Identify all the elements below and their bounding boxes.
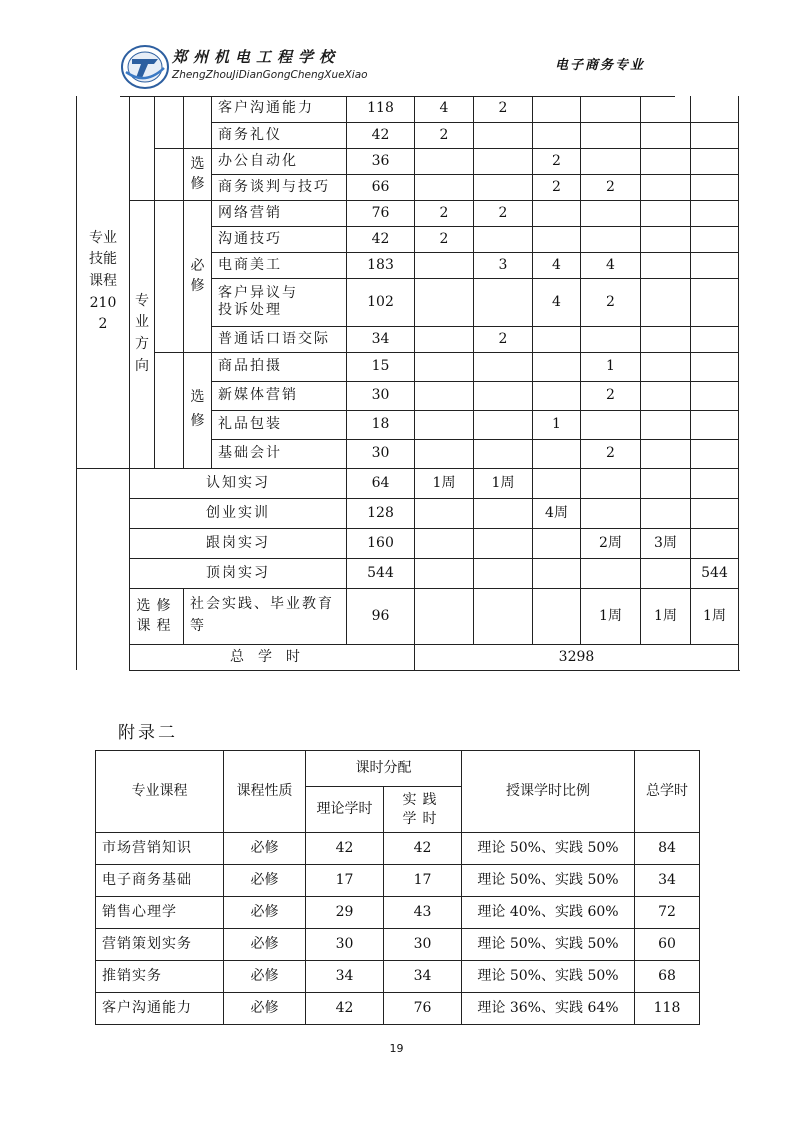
curriculum-table	[76, 96, 739, 671]
course-name: 认知实习	[130, 468, 347, 498]
table-row: 创业实训 128 4周	[77, 498, 739, 528]
header-allocation: 课时分配	[306, 751, 462, 787]
appendix-title: 附录二	[118, 723, 178, 743]
elective-label: 选修	[184, 352, 212, 468]
school-logo-icon	[120, 42, 170, 92]
elective-label: 选修	[184, 148, 212, 200]
course-name: 顶岗实习	[130, 558, 347, 588]
course-name: 创业实训	[130, 498, 347, 528]
course-name: 新媒体营销	[212, 381, 347, 410]
table-row: 普通话口语交际 34 2	[77, 326, 739, 352]
course-name: 电商美工	[212, 252, 347, 278]
table-row: 营销策划实务 必修 30 30 理论 50%、实践 50% 60	[96, 929, 700, 961]
elective-courses-label: 选修课程	[130, 588, 184, 644]
table-row: 市场营销知识 必修 42 42 理论 50%、实践 50% 84	[96, 833, 700, 865]
table-row: 专业方向 必修 网络营销 76 2 2	[77, 200, 739, 226]
table-row: 基础会计 30 2	[77, 439, 739, 468]
table-row: 跟岗实习 160 2周 3周	[77, 528, 739, 558]
header-nature: 课程性质	[224, 751, 306, 833]
page-number: 19	[389, 1042, 404, 1055]
course-name: 商品拍摄	[212, 352, 347, 381]
table-row: 客户沟通能力 必修 42 76 理论 36%、实践 64% 118	[96, 993, 700, 1025]
table-row: 客户异议与 投诉处理 102 4 2	[77, 278, 739, 326]
table-header-row	[96, 751, 700, 787]
page-header	[120, 42, 675, 98]
course-name: 沟通技巧	[212, 226, 347, 252]
table-row: 认知实习 64 1周 1周	[77, 468, 739, 498]
header-total: 总学时	[635, 751, 700, 833]
header-ratio: 授课学时比例	[462, 751, 635, 833]
appendix-table	[95, 750, 700, 1025]
table-row: 销售心理学 必修 29 43 理论 40%、实践 60% 72	[96, 897, 700, 929]
table-row: 礼品包装 18 1	[77, 410, 739, 439]
table-row: 商务谈判与技巧 66 2 2	[77, 174, 739, 200]
total-value: 3298	[415, 644, 739, 670]
table-row: 选修 办公自动化 36 2	[77, 148, 739, 174]
course-name: 普通话口语交际	[212, 326, 347, 352]
course-name: 客户沟通能力	[212, 96, 347, 122]
table-row: 专业技能课程2102 客户沟通能力 118 4 2	[77, 96, 739, 122]
table-row: 电子商务基础 必修 17 17 理论 50%、实践 50% 34	[96, 865, 700, 897]
course-name: 客户异议与 投诉处理	[212, 278, 347, 326]
major-title: 电子商务专业	[554, 58, 645, 73]
table-row: 沟通技巧 42 2	[77, 226, 739, 252]
course-name: 社会实践、毕业教育等	[184, 588, 347, 644]
course-name: 办公自动化	[212, 148, 347, 174]
table-row: 顶岗实习 544 544	[77, 558, 739, 588]
total-label: 总学时	[130, 644, 415, 670]
table-row: 商务礼仪 42 2	[77, 122, 739, 148]
course-name: 商务礼仪	[212, 122, 347, 148]
course-name: 跟岗实习	[130, 528, 347, 558]
table-row: 推销实务 必修 34 34 理论 50%、实践 50% 68	[96, 961, 700, 993]
total-row	[77, 644, 739, 670]
header-course: 专业课程	[96, 751, 224, 833]
course-name: 网络营销	[212, 200, 347, 226]
direction-label: 专业方向	[130, 200, 155, 468]
group-label-cell: 专业技能课程2102	[77, 96, 130, 468]
header-practice: 实践学时	[384, 787, 462, 833]
course-name: 基础会计	[212, 439, 347, 468]
school-name-en: ZhengZhouJiDianGongChengXueXiao	[172, 69, 368, 81]
table-row: 新媒体营销 30 2	[77, 381, 739, 410]
course-name: 商务谈判与技巧	[212, 174, 347, 200]
school-name: 郑州机电工程学校	[172, 48, 341, 66]
required-label: 必修	[184, 200, 212, 352]
course-name: 礼品包装	[212, 410, 347, 439]
table-row: 电商美工 183 3 4 4	[77, 252, 739, 278]
table-row: 选修 商品拍摄 15 1	[77, 352, 739, 381]
header-theory: 理论学时	[306, 787, 384, 833]
table-row: 选修课程 社会实践、毕业教育等 96 1周 1周 1周	[77, 588, 739, 644]
